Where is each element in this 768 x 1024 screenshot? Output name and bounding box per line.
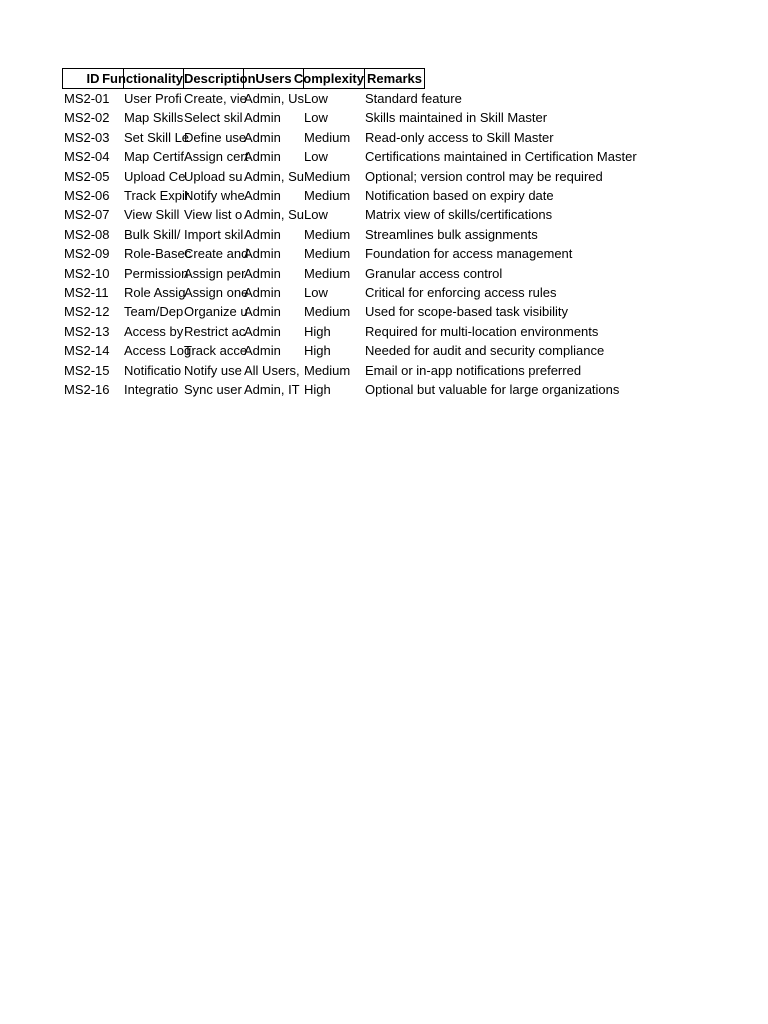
table-row xyxy=(0,147,768,166)
table-row xyxy=(0,380,768,399)
cell-complexity[interactable]: High xyxy=(304,382,331,397)
cell-functionality[interactable]: Team/Dep xyxy=(124,304,184,320)
header-functionality[interactable]: Functionality xyxy=(124,68,184,89)
cell-description[interactable]: Create and xyxy=(184,246,249,262)
cell-users[interactable]: Admin xyxy=(244,110,281,126)
cell-description[interactable]: Assign one xyxy=(184,285,249,300)
cell-functionality[interactable]: Bulk Skill/ xyxy=(124,226,181,242)
cell-id[interactable]: MS2-11 xyxy=(64,285,109,300)
cell-remarks[interactable]: Certifications maintained in Certification Master xyxy=(365,149,637,165)
cell-id[interactable]: MS2-10 xyxy=(64,265,110,281)
cell-users[interactable]: Admin xyxy=(244,246,281,262)
table-row xyxy=(0,283,768,302)
cell-complexity[interactable]: Medium xyxy=(304,168,351,184)
cell-functionality[interactable]: Role-Basec xyxy=(124,246,192,262)
header-id[interactable]: ID xyxy=(62,68,124,89)
cell-complexity[interactable]: Medium xyxy=(304,226,351,242)
cell-complexity[interactable]: Medium xyxy=(304,246,351,262)
cell-description[interactable]: Select skil xyxy=(184,110,243,126)
cell-remarks[interactable]: Notification based on expiry date xyxy=(365,188,554,203)
cell-complexity[interactable]: Low xyxy=(304,91,328,106)
cell-id[interactable]: MS2-08 xyxy=(64,226,110,242)
cell-description[interactable]: Define use xyxy=(184,129,247,145)
table-row xyxy=(0,205,768,224)
cell-remarks[interactable]: Granular access control xyxy=(365,265,503,281)
cell-description[interactable]: Assign cert xyxy=(184,149,249,165)
cell-description[interactable]: Track acce xyxy=(184,343,248,359)
cell-id[interactable]: MS2-14 xyxy=(64,343,110,359)
cell-id[interactable]: MS2-05 xyxy=(64,168,110,184)
cell-complexity[interactable]: Medium xyxy=(304,188,351,203)
table-row xyxy=(0,186,768,205)
cell-id[interactable]: MS2-02 xyxy=(64,110,110,126)
cell-users[interactable]: Admin, Su xyxy=(244,168,304,184)
header-description[interactable]: Description xyxy=(184,68,244,89)
cell-id[interactable]: MS2-03 xyxy=(64,129,110,145)
cell-functionality[interactable]: Access Log xyxy=(124,343,192,359)
cell-id[interactable]: MS2-13 xyxy=(64,323,110,339)
cell-remarks[interactable]: Optional; version control may be required xyxy=(365,168,603,184)
cell-users[interactable]: Admin, Us xyxy=(244,91,304,106)
header-row xyxy=(0,68,768,89)
table-row xyxy=(0,264,768,283)
cell-description[interactable]: Organize u xyxy=(184,304,248,320)
cell-complexity[interactable]: High xyxy=(304,343,331,359)
cell-remarks[interactable]: Standard feature xyxy=(365,91,462,106)
cell-remarks[interactable]: Used for scope-based task visibility xyxy=(365,304,569,320)
cell-users[interactable]: Admin, Su xyxy=(244,207,304,223)
cell-description[interactable]: Assign per xyxy=(184,265,246,281)
cell-users[interactable]: Admin, IT xyxy=(244,382,300,397)
cell-id[interactable]: MS2-16 xyxy=(64,382,110,397)
cell-functionality[interactable]: Access by xyxy=(124,323,184,339)
cell-description[interactable]: Sync user xyxy=(184,382,242,397)
table-row xyxy=(0,167,768,186)
cell-remarks[interactable]: Required for multi-location environments xyxy=(365,323,599,339)
table-row xyxy=(0,244,768,263)
cell-functionality[interactable]: Notificatio xyxy=(124,362,182,378)
cell-functionality[interactable]: User Profi xyxy=(124,91,182,106)
cell-users[interactable]: Admin xyxy=(244,323,281,339)
cell-description[interactable]: Import skil xyxy=(184,226,244,242)
cell-functionality[interactable]: Permission xyxy=(124,265,189,281)
cell-remarks[interactable]: Critical for enforcing access rules xyxy=(365,285,557,300)
cell-users[interactable]: Admin xyxy=(244,304,281,320)
cell-functionality[interactable]: Set Skill Le xyxy=(124,129,190,145)
cell-users[interactable]: Admin xyxy=(244,129,281,145)
cell-id[interactable]: MS2-04 xyxy=(64,149,110,165)
cell-remarks[interactable]: Matrix view of skills/certifications xyxy=(365,207,553,223)
cell-remarks[interactable]: Email or in-app notifications preferred xyxy=(365,362,582,378)
table-row xyxy=(0,128,768,147)
cell-description[interactable]: View list o xyxy=(184,207,243,223)
cell-id[interactable]: MS2-15 xyxy=(64,362,110,378)
cell-remarks[interactable]: Foundation for access management xyxy=(365,246,573,262)
cell-functionality[interactable]: Upload Ce xyxy=(124,168,186,184)
cell-functionality[interactable]: Integratio xyxy=(124,382,179,397)
table-row xyxy=(0,341,768,360)
cell-remarks[interactable]: Optional but valuable for large organizations xyxy=(365,382,620,397)
table-row xyxy=(0,302,768,321)
cell-id[interactable]: MS2-09 xyxy=(64,246,110,262)
cell-functionality[interactable]: Role Assig xyxy=(124,285,186,300)
cell-complexity[interactable]: Medium xyxy=(304,362,351,378)
cell-users[interactable]: Admin xyxy=(244,188,281,203)
cell-description[interactable]: Notify whe xyxy=(184,188,245,203)
cell-complexity[interactable]: Low xyxy=(304,207,328,223)
cell-complexity[interactable]: Low xyxy=(304,285,328,300)
header-remarks[interactable]: Remarks xyxy=(365,68,425,89)
cell-complexity[interactable]: Medium xyxy=(304,304,351,320)
cell-remarks[interactable]: Streamlines bulk assignments xyxy=(365,226,538,242)
cell-id[interactable]: MS2-06 xyxy=(64,188,110,203)
table-row xyxy=(0,225,768,244)
cell-users[interactable]: Admin xyxy=(244,149,281,165)
cell-remarks[interactable]: Skills maintained in Skill Master xyxy=(365,110,548,126)
cell-description[interactable]: Create, vie xyxy=(184,91,247,106)
cell-complexity[interactable]: Low xyxy=(304,110,328,126)
cell-description[interactable]: Restrict ac xyxy=(184,323,246,339)
cell-remarks[interactable]: Read-only access to Skill Master xyxy=(365,129,554,145)
cell-complexity[interactable]: Low xyxy=(304,149,328,165)
cell-functionality[interactable]: Track Expir xyxy=(124,188,190,203)
table-row xyxy=(0,361,768,380)
cell-complexity[interactable]: High xyxy=(304,323,331,339)
cell-functionality[interactable]: View Skill xyxy=(124,207,180,223)
header-users[interactable]: Users xyxy=(244,68,304,89)
cell-description[interactable]: Notify use xyxy=(184,362,242,378)
cell-complexity[interactable]: Medium xyxy=(304,129,351,145)
header-complexity[interactable]: Complexity xyxy=(304,68,365,89)
cell-users[interactable]: All Users, xyxy=(244,362,300,378)
cell-id[interactable]: MS2-01 xyxy=(64,91,110,106)
cell-users[interactable]: Admin xyxy=(244,285,281,300)
cell-users[interactable]: Admin xyxy=(244,343,281,359)
cell-functionality[interactable]: Map Certif xyxy=(124,149,184,165)
table-row xyxy=(0,322,768,341)
cell-complexity[interactable]: Medium xyxy=(304,265,351,281)
table-row xyxy=(0,108,768,127)
cell-users[interactable]: Admin xyxy=(244,265,281,281)
table-row xyxy=(0,89,768,108)
cell-id[interactable]: MS2-12 xyxy=(64,304,110,320)
cell-users[interactable]: Admin xyxy=(244,226,281,242)
cell-functionality[interactable]: Map Skills xyxy=(124,110,184,126)
cell-remarks[interactable]: Needed for audit and security compliance xyxy=(365,343,605,359)
cell-id[interactable]: MS2-07 xyxy=(64,207,110,223)
cell-description[interactable]: Upload su xyxy=(184,168,243,184)
